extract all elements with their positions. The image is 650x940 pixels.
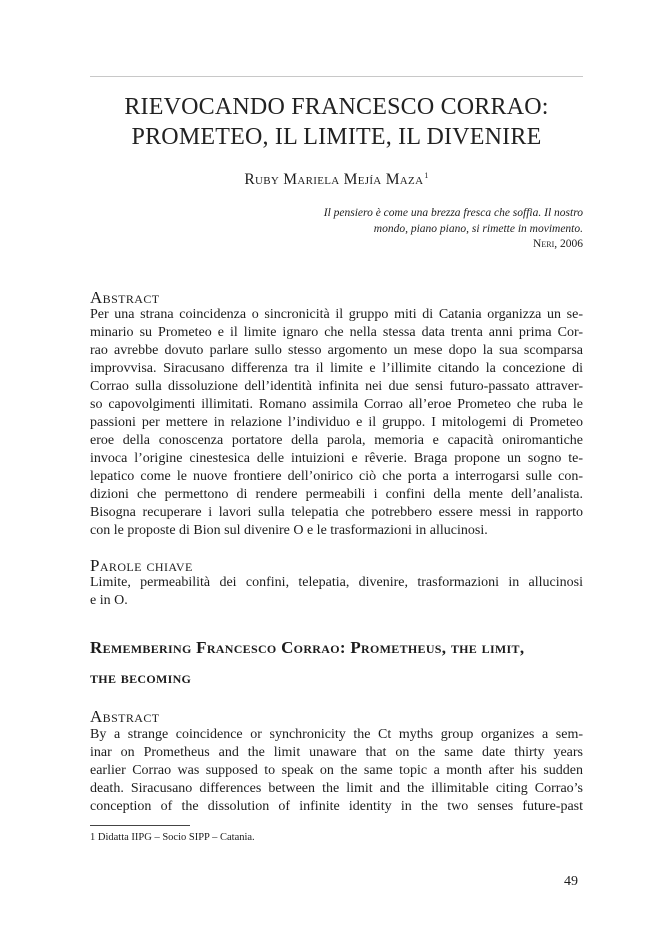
abstract-it-line: so capovolgimenti illimitati. Romano assimila Corrao all’eroe Prometeo che ruba le [90, 397, 583, 412]
english-title-line-1: Remembering Francesco Corrao: Prometheus, the limit, [90, 638, 525, 657]
abstract-it-line: Bisogna recuperare i lavori sulla telepatia che potrebbero essere messi in rapporto [90, 505, 583, 520]
keywords-body [90, 574, 583, 610]
keywords-line: e in O. [90, 593, 128, 608]
abstract-en-line: earlier Corrao was supposed to speak on the same topic a month after his sudden [90, 763, 583, 778]
keywords-line: Limite, permeabilità dei confini, telepatia, divenire, trasformazioni in allucinosi [90, 575, 583, 590]
abstract-it-line: improvvisa. Siracusano differenza tra il limite e l’illimite citando la concezione di [90, 361, 583, 376]
keywords-heading: Parole chiave [90, 556, 193, 575]
title-line-2: PROMETEO, IL LIMITE, IL DIVENIRE [131, 124, 542, 150]
author-footnote-mark: 1 [424, 171, 429, 180]
footnote: 1 Didatta IIPG – Socio SIPP – Catania. [90, 832, 255, 843]
abstract-it-line: con le proposte di Bion sul divenire O e le trasformazioni in allucinosi. [90, 523, 488, 538]
abstract-it-body [90, 306, 583, 540]
english-title [90, 633, 583, 693]
english-title-line-2: the becoming [90, 668, 192, 687]
abstract-it-line: passioni per mettere in relazione l’individuo e il gruppo. I mitologemi di Prometeo [90, 415, 583, 430]
abstract-it-line: lepatico come le nuove frontiere dell’onirico ciò che porta a interrogarsi sulle con- [90, 469, 583, 484]
abstract-it-line: eroe della conoscenza portatore della parola, memoria e capacità oniromantiche [90, 433, 583, 448]
title-line-1: RIEVOCANDO FRANCESCO CORRAO: [124, 94, 549, 120]
abstract-en-heading: Abstract [90, 707, 160, 726]
abstract-it-line: dizioni che permettono di rendere permeabili i confini della mente dell’analista. [90, 487, 583, 502]
author-line [90, 171, 583, 189]
footnote-rule [90, 825, 190, 826]
abstract-en-line: conception of the dissolution of infinite identity in the two senses future-past [90, 799, 583, 814]
header-rule [90, 76, 583, 77]
author-name: Ruby Mariela Mejía Maza [244, 171, 424, 189]
abstract-it-line: invoca l’origine cinestesica delle intuizioni e rêverie. Braga propone un sogno te- [90, 451, 583, 466]
abstract-en-body [90, 726, 583, 816]
abstract-it-line: Corrao sulla dissoluzione dell’identità infinita nei due sensi futuro-passato attraver- [90, 379, 583, 394]
abstract-en-line: inar on Prometheus and the limit unaware that on the same date thirty years [90, 745, 583, 760]
abstract-en-line: By a strange coincidence or synchronicity the Ct myths group organizes a sem- [90, 727, 583, 742]
abstract-it-heading: Abstract [90, 288, 160, 307]
page-number: 49 [564, 874, 578, 889]
article-title [90, 92, 583, 152]
abstract-it-line: minario su Prometeo e il limite ignaro che nella stessa data trenta anni prima Cor- [90, 325, 583, 340]
epigraph [283, 206, 583, 253]
epigraph-line-2: mondo, piano piano, si rimette in movimento. [373, 222, 583, 235]
epigraph-source: Neri, 2006 [533, 238, 583, 250]
abstract-it-line: Per una strana coincidenza o sincronicità il gruppo miti di Catania organizza un se- [90, 307, 583, 322]
epigraph-line-1: Il pensiero è come una brezza fresca che soffia. Il nostro [323, 207, 583, 219]
abstract-en-line: death. Siracusano differences between the limit and the illimitable citing Corrao’s [90, 781, 583, 796]
abstract-it-line: rao avrebbe dovuto parlare sullo stesso argomento un mese dopo la sua scomparsa [90, 343, 583, 358]
